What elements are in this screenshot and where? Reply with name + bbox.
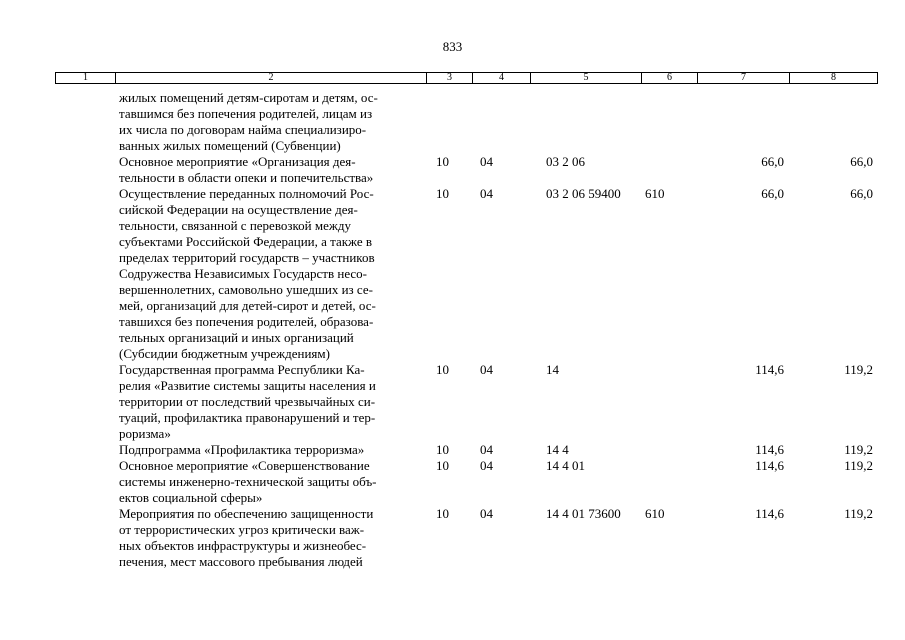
cell-c5: 14 4	[546, 442, 569, 457]
row-name	[119, 442, 419, 458]
header-col-7: 7	[698, 73, 790, 83]
page-number: 833	[442, 39, 463, 54]
row-name	[119, 186, 419, 362]
row-name-line: печения, мест массового пребывания людей	[119, 554, 363, 569]
row-name-line: релия «Развитие системы защиты населения и	[119, 378, 376, 393]
cell-c5: 14	[546, 362, 559, 377]
row-name-line: Осуществление переданных полномочий Рос-	[119, 186, 374, 201]
row-name-line: Государственная программа Республики Ка-	[119, 362, 365, 377]
cell-c4: 04	[480, 442, 493, 457]
table-row	[0, 90, 905, 154]
table-row	[0, 442, 905, 458]
row-name-line: системы инженерно-технической защиты объ-	[119, 474, 377, 489]
table-row	[0, 362, 905, 442]
header-col-6: 6	[642, 73, 698, 83]
header-col-1: 1	[56, 73, 116, 83]
cell-c3: 10	[436, 458, 449, 473]
header-col-4: 4	[473, 73, 531, 83]
cell-c8: 119,2	[844, 362, 873, 377]
row-name-line: их числа по договорам найма специализиро-	[119, 122, 367, 137]
cell-c6: 610	[645, 506, 665, 521]
row-name	[119, 458, 419, 506]
cell-c8: 119,2	[844, 506, 873, 521]
row-name	[119, 154, 419, 186]
cell-c5: 14 4 01	[546, 458, 585, 473]
cell-c7: 114,6	[755, 442, 784, 457]
table-body	[0, 90, 905, 570]
cell-c7: 66,0	[761, 186, 784, 201]
header-col-8: 8	[831, 72, 836, 83]
row-name-line: тавшимся без попечения родителей, лицам из	[119, 106, 373, 121]
cell-c7: 114,6	[755, 362, 784, 377]
cell-c7: 114,6	[755, 458, 784, 473]
table-row	[0, 458, 905, 506]
row-name-line: роризма»	[119, 426, 171, 441]
cell-c3: 10	[436, 362, 449, 377]
row-name-line: туаций, профилактика правонарушений и тер-	[119, 410, 376, 425]
row-name-line: территории от последствий чрезвычайных си-	[119, 394, 376, 409]
row-name	[119, 362, 419, 442]
cell-c3: 10	[436, 186, 449, 201]
row-name-line: тельных организаций и иных организаций	[119, 330, 354, 345]
row-name-line: мей, организаций для детей-сирот и детей, ос-	[119, 298, 376, 313]
cell-c3: 10	[436, 154, 449, 169]
cell-c4: 04	[480, 154, 493, 169]
cell-c4: 04	[480, 186, 493, 201]
row-name-line: ектов социальной сферы»	[119, 490, 263, 505]
row-name-line: Содружества Независимых Государств несо-	[119, 266, 368, 281]
cell-c7: 66,0	[761, 154, 784, 169]
cell-c7: 114,6	[755, 506, 784, 521]
cell-c8: 66,0	[850, 186, 873, 201]
row-name-line: вершеннолетних, самовольно ушедших из се-	[119, 282, 373, 297]
row-name-line: субъектами Российской Федерации, а также в	[119, 234, 373, 249]
cell-c4: 04	[480, 506, 493, 521]
row-name-line: от террористических угроз критически важ-	[119, 522, 365, 537]
header-col-2: 2	[116, 73, 427, 83]
table-row	[0, 154, 905, 186]
table-row	[0, 186, 905, 362]
cell-c4: 04	[480, 362, 493, 377]
cell-c8: 119,2	[844, 442, 873, 457]
row-name-line: Основное мероприятие «Совершенствование	[119, 458, 370, 473]
table-row	[0, 506, 905, 570]
cell-c5: 03 2 06 59400	[546, 186, 621, 201]
row-name	[119, 506, 419, 570]
cell-c4: 04	[480, 458, 493, 473]
row-name-line: жилых помещений детям-сиротам и детям, ос-	[119, 90, 378, 105]
row-name-line: ных объектов инфраструктуры и жизнеобес-	[119, 538, 367, 553]
header-col-5: 5	[531, 73, 642, 83]
row-name-line: сийской Федерации на осуществление дея-	[119, 202, 358, 217]
cell-c3: 10	[436, 442, 449, 457]
cell-c8: 119,2	[844, 458, 873, 473]
row-name-line: Подпрограмма «Профилактика терроризма»	[119, 442, 365, 457]
cell-c3: 10	[436, 506, 449, 521]
row-name-line: Основное мероприятие «Организация дея-	[119, 154, 356, 169]
table-header	[55, 72, 878, 84]
header-col-3: 3	[427, 73, 473, 83]
cell-c5: 03 2 06	[546, 154, 585, 169]
row-name-line: тельности в области опеки и попечительства»	[119, 170, 374, 185]
cell-c6: 610	[645, 186, 665, 201]
row-name-line: ванных жилых помещений (Субвенции)	[119, 138, 341, 153]
row-name-line: Мероприятия по обеспечению защищенности	[119, 506, 374, 521]
cell-c5: 14 4 01 73600	[546, 506, 621, 521]
cell-c8: 66,0	[850, 154, 873, 169]
row-name-line: тавшихся без попечения родителей, образова-	[119, 314, 374, 329]
row-name-line: (Субсидии бюджетным учреждениям)	[119, 346, 330, 361]
row-name-line: тельности, связанной с перевозкой между	[119, 218, 351, 233]
row-name	[119, 90, 419, 154]
row-name-line: пределах территорий государств – участников	[119, 250, 375, 265]
